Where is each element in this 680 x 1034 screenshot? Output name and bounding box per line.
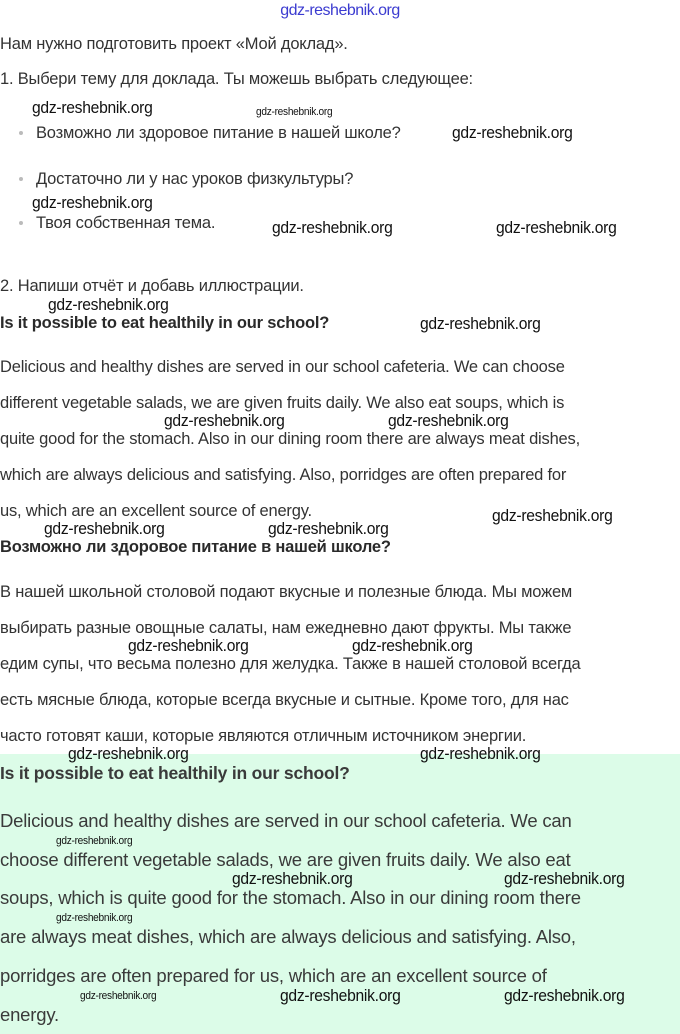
watermark: gdz-reshebnik.org [420,314,541,333]
answer-en-line: which are always delicious and satisfying. Also, porridges are often prepared for [0,466,567,484]
answer-en-line: us, which are an excellent source of energy. [0,502,312,520]
answer-ru-line: В нашей школьной столовой подают вкусные и полезные блюда. Мы можем [0,583,573,601]
highlight-line: are always meat dishes, which are always delicious and satisfying. Also, [0,926,576,947]
highlight-title: Is it possible to eat healthily in our school? [0,763,350,783]
watermark: gdz-reshebnik.org [32,193,153,212]
highlight-line: soups, which is quite good for the stomach. Also in our dining room there [0,887,581,908]
answer-en-line: different vegetable salads, we are given fruits daily. We also eat soups, which is [0,394,565,412]
watermark: gdz-reshebnik.org [56,912,133,924]
answer-en-line: quite good for the stomach. Also in our dining room there are always meat dishes, [0,430,580,448]
topic-item: Достаточно ли у нас уроков физкультуры? [36,170,354,188]
answer-ru-title: Возможно ли здоровое питание в нашей школе? [0,538,391,556]
answer-ru-line: едим супы, что весьма полезно для желудка. Также в нашей столовой всегда [0,655,581,673]
watermark: gdz-reshebnik.org [504,986,625,1005]
answer-ru-line: выбирать разные овощные салаты, нам ежедневно дают фрукты. Мы также [0,619,572,637]
bullet-icon [19,131,23,135]
answer-en-line: Delicious and healthy dishes are served in our school cafeteria. We can choose [0,358,565,376]
watermark: gdz-reshebnik.org [232,869,353,888]
watermark: gdz-reshebnik.org [128,636,249,655]
watermark: gdz-reshebnik.org [48,295,169,314]
highlight-line: porridges are often prepared for us, which are an excellent source of [0,965,547,986]
answer-ru-line: часто готовят каши, которые являются отличным источником энергии. [0,727,527,745]
answer-en-title: Is it possible to eat healthily in our school? [0,314,330,332]
topic-item: Возможно ли здоровое питание в нашей школе? [36,124,401,142]
bullet-icon [19,221,23,225]
highlight-line: choose different vegetable salads, we are given fruits daily. We also eat [0,849,571,870]
bullet-icon [19,177,23,181]
topic-item: Твоя собственная тема. [36,214,216,232]
watermark: gdz-reshebnik.org [504,869,625,888]
watermark: gdz-reshebnik.org [56,835,133,847]
watermark: gdz-reshebnik.org [80,990,157,1002]
highlight-line: Delicious and healthy dishes are served in our school cafeteria. We can [0,810,572,831]
task-step-2: 2. Напиши отчёт и добавь иллюстрации. [0,277,304,295]
watermark: gdz-reshebnik.org [352,636,473,655]
watermark: gdz-reshebnik.org [420,744,541,763]
answer-ru-line: есть мясные блюда, которые всегда вкусные и сытные. Кроме того, для нас [0,691,569,709]
watermark: gdz-reshebnik.org [272,218,393,237]
watermark: gdz-reshebnik.org [452,123,573,142]
task-step-1: 1. Выбери тему для доклада. Ты можешь выбрать следующее: [0,70,473,88]
watermark: gdz-reshebnik.org [44,519,165,538]
watermark: gdz-reshebnik.org [388,411,509,430]
watermark: gdz-reshebnik.org [280,986,401,1005]
watermark: gdz-reshebnik.org [496,218,617,237]
task-intro: Нам нужно подготовить проект «Мой доклад». [0,35,348,53]
header-watermark-link[interactable]: gdz-reshebnik.org [280,2,400,19]
watermark: gdz-reshebnik.org [492,506,613,525]
highlight-line: energy. [0,1004,59,1025]
watermark: gdz-reshebnik.org [32,98,153,117]
watermark: gdz-reshebnik.org [256,106,333,118]
watermark: gdz-reshebnik.org [164,411,285,430]
watermark: gdz-reshebnik.org [268,519,389,538]
watermark: gdz-reshebnik.org [68,744,189,763]
